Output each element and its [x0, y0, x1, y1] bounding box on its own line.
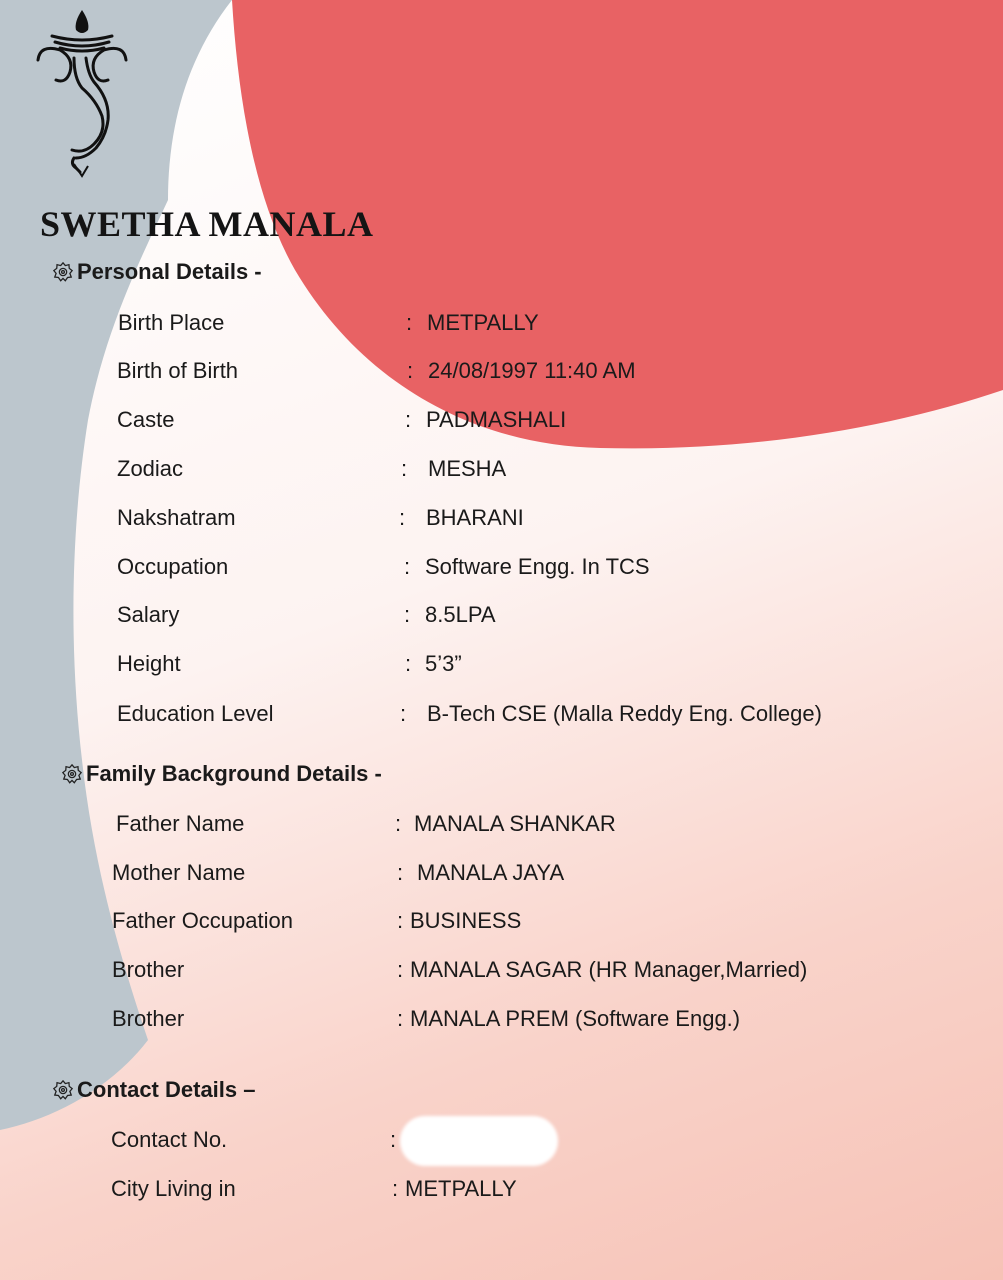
detail-separator: : — [397, 957, 404, 982]
detail-separator: : — [404, 554, 411, 579]
section-contact-title: Contact Details – — [77, 1077, 256, 1102]
section-family-details — [61, 761, 382, 787]
detail-value: MANALA JAYA — [417, 860, 565, 885]
detail-value: PADMASHALI — [426, 407, 567, 432]
detail-value: MANALA SAGAR (HR Manager,Married) — [410, 957, 808, 982]
detail-label: Salary — [117, 602, 180, 627]
detail-value: Software Engg. In TCS — [425, 554, 650, 579]
detail-separator: : — [395, 811, 402, 836]
detail-separator: : — [399, 505, 406, 530]
detail-label: Height — [117, 651, 181, 676]
detail-label: Zodiac — [117, 456, 184, 481]
section-contact-details — [52, 1077, 256, 1103]
flower-bullet-icon — [61, 763, 83, 785]
detail-separator: : — [397, 1006, 404, 1031]
detail-label: Caste — [117, 407, 175, 432]
detail-separator: : — [406, 310, 413, 335]
detail-separator: : — [407, 358, 414, 383]
section-personal-details — [52, 259, 262, 285]
detail-value: MANALA SHANKAR — [414, 811, 616, 836]
detail-value: METPALLY — [405, 1176, 517, 1201]
detail-value: BHARANI — [426, 505, 524, 530]
detail-value: 8.5LPA — [425, 602, 496, 627]
detail-label: Nakshatram — [117, 505, 236, 530]
detail-label: Birth of Birth — [117, 358, 239, 383]
detail-separator: : — [400, 701, 407, 726]
redaction-mark — [400, 1116, 558, 1166]
detail-value: 24/08/1997 11:40 AM — [428, 358, 636, 383]
profile-name: SWETHA MANALA — [40, 204, 374, 244]
section-family-title: Family Background Details - — [86, 761, 382, 786]
detail-separator: : — [405, 651, 412, 676]
detail-label: Father Occupation — [112, 908, 293, 933]
detail-separator: : — [401, 456, 408, 481]
detail-value: MANALA PREM (Software Engg.) — [410, 1006, 741, 1031]
detail-separator: : — [404, 602, 411, 627]
detail-label: Mother Name — [112, 860, 246, 885]
detail-label: Birth Place — [118, 310, 225, 335]
detail-label: Father Name — [116, 811, 245, 836]
detail-value: 5’3” — [425, 651, 462, 676]
flower-bullet-icon — [52, 261, 74, 283]
flower-bullet-icon — [52, 1079, 74, 1101]
detail-label: Occupation — [117, 554, 229, 579]
detail-separator: : — [397, 860, 404, 885]
detail-value: B-Tech CSE (Malla Reddy Eng. College) — [427, 701, 822, 726]
detail-separator: : — [405, 407, 412, 432]
ganesha-logo-icon — [30, 8, 130, 178]
detail-label: Brother — [112, 957, 185, 982]
detail-label: Brother — [112, 1006, 185, 1031]
detail-separator: : — [397, 908, 404, 933]
detail-value: BUSINESS — [410, 908, 522, 933]
detail-separator: : — [390, 1127, 397, 1152]
detail-value: MESHA — [428, 456, 507, 481]
section-personal-title: Personal Details - — [77, 259, 262, 284]
detail-value: METPALLY — [427, 310, 539, 335]
detail-separator: : — [392, 1176, 399, 1201]
detail-label: Contact No. — [111, 1127, 228, 1152]
detail-label: City Living in — [111, 1176, 236, 1201]
detail-label: Education Level — [117, 701, 274, 726]
